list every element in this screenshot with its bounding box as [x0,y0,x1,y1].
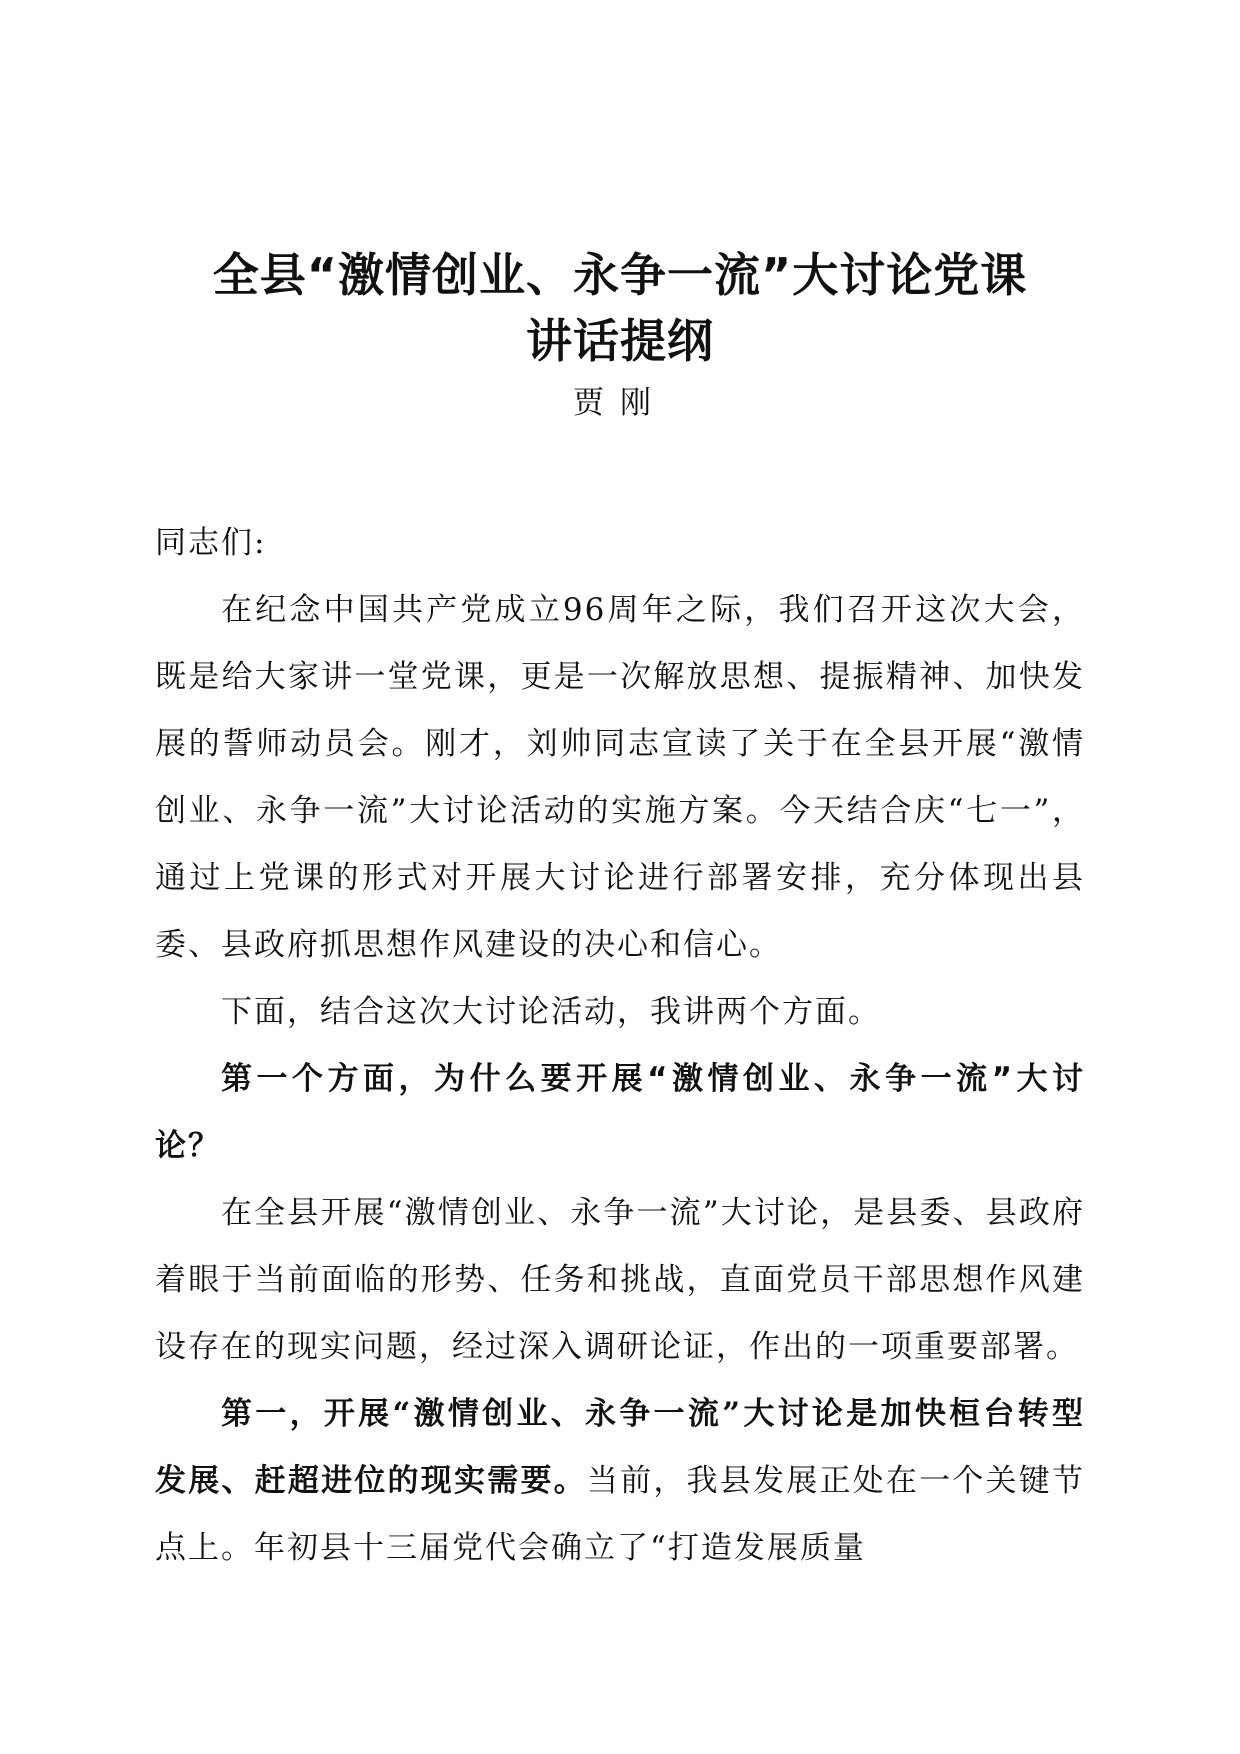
salutation: 同志们: [155,525,267,561]
point-one-text: 当前，我县发展正处在一个关键节点上。年初县十三届党代会确立了“打造发展质量 [155,1463,1086,1566]
section-intro: 在全县开展“激情创业、永争一流”大讨论，是县委、县政府着眼于当前面临的形势、任务和挑战，直面党员干部思想作风建设存在的现实问题，经过深入调研论证，作出的一项重要部署。 [155,1195,1085,1365]
paragraph-outline: 下面，结合这次大讨论活动，我讲两个方面。 [221,994,881,1030]
document-title-line-2: 讲话提纲 [526,314,714,368]
point-one-paragraph [155,1381,1085,1582]
document-title-line-1: 全县“激情创业、永争一流”大讨论党课 [212,248,1028,302]
section-heading: 第一个方面，为什么要开展“激情创业、永争一流”大讨论？ [155,1061,1085,1164]
paragraph-opening: 在纪念中国共产党成立96周年之际，我们召开这次大会，既是给大家讲一堂党课，更是一次解放思想、提振精神、加快发展的誓师动员会。刚才，刘帅同志宣读了关于在全县开展“激情创业、永争一流”大讨论活动的实施方案。今天结合庆“七一”，通过上党课的形式对开展大讨论进行部署安排，充分体现出县委、县政府抓思想作风建设的决心和信心。 [155,592,1085,963]
point-one-lead: 第一，开展“激情创业、永争一流”大讨论是加快桓台转型发展、赶超进位的现实需要。 [155,1396,1085,1499]
document-body [155,510,1085,1582]
author-name: 贾刚 [573,385,667,421]
